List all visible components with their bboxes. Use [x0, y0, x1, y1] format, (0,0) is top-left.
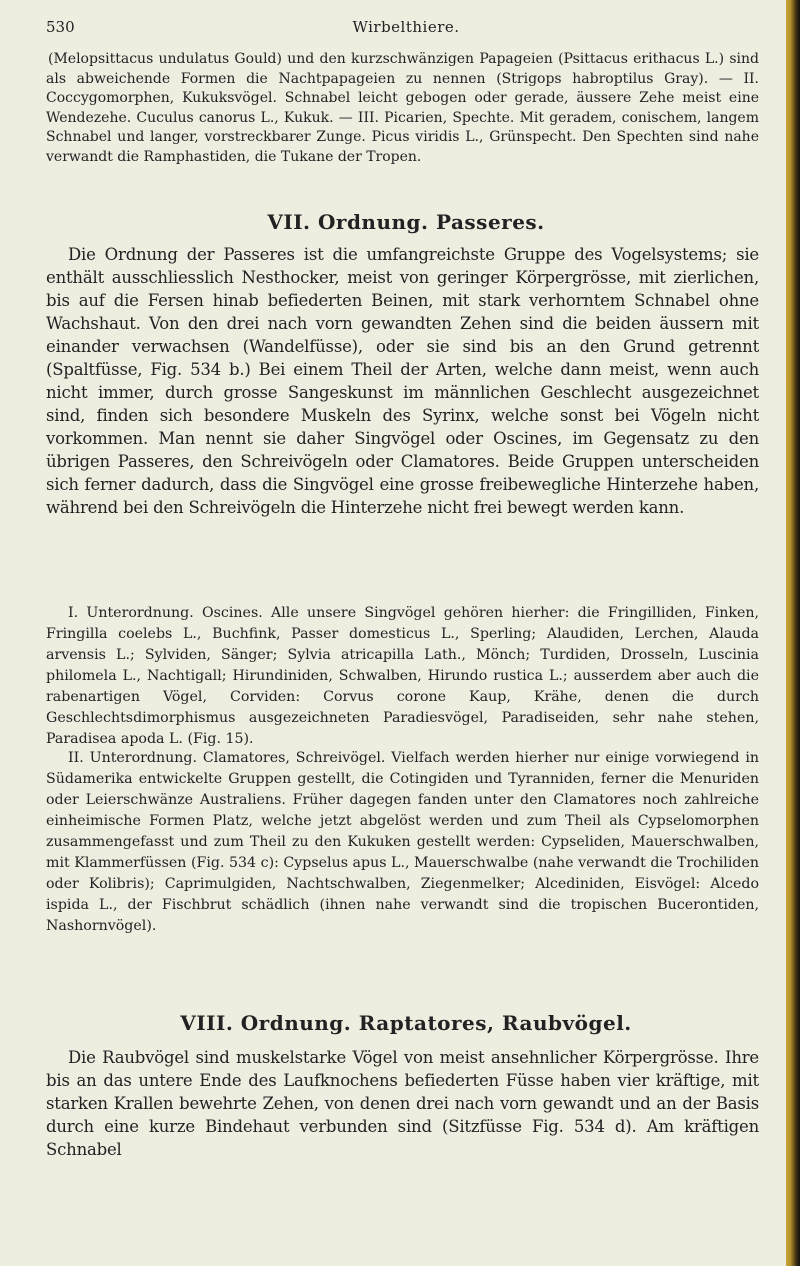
running-title: Wirbelthiere. [352, 18, 460, 36]
page-number: 530 [46, 18, 75, 36]
passeres-paragraph: Die Ordnung der Passeres ist die umfangreichste Gruppe des Vogelsystems; sie enthält ausschliesslich Nesthocker, meist von geringer Körpergrösse, mit zierlichen, bis auf die Fersen hinab befiederten Beinen, mit stark verhorntem Schnabel ohne Wachshaut. Von den drei nach vorn gewandten Zehen sind die beiden äussern mit einander verwachsen (Wandelfüsse), oder sie sind bis an den Grund getrennt (Spaltfüsse, Fig. 534 b.) Bei einem Theil der Arten, welche dann meist, wenn auch nicht immer, durch grosse Sangeskunst im männlichen Geschlecht ausgezeichnet sind, finden sich besondere Muskeln des Syrinx, welche sonst bei Vögeln nicht vorkommen. Man nennt sie daher Singvögel oder Oscines, im Gegensatz zu den übrigen Passeres, den Schreivögeln oder Clamatores. Beide Gruppen unterscheiden sich ferner dadurch, dass die Singvögel eine grosse freibewegliche Hinterzehe haben, während bei den Schreivögeln die Hinterzehe nicht frei bewegt werden kann. [46, 245, 759, 517]
section-heading-passeres: VII. Ordnung. Passeres. [267, 210, 545, 234]
clamatores-paragraph: II. Unterordnung. Clamatores, Schreivögel. Vielfach werden hierher nur einige vorwiegend in Südamerika entwickelte Gruppen gestellt, die Cotingiden und Tyranniden, ferner die Menuriden oder Leierschwänze Australiens. Früher dagegen fanden unter den Clamatores noch zahlreiche einheimische Formen Platz, welche jetzt abgelöst werden und zum Theil als Cypselomorphen zusammengefasst und zum Theil zu den Kukuken gestellt werden: Cypseliden, Mauerschwalben, mit Klammerfüssen (Fig. 534 c): Cypselus apus L., Mauerschwalbe (nahe verwandt die Trochiliden oder Kolibris); Caprimulgiden, Nachtschwalben, Ziegenmelker; Alcediniden, Eisvögel: Alcedo ispida L., der Fischbrut schädlich (ihnen nahe verwandt sind die tropischen Bucerontiden, Nashornvögel). [46, 750, 759, 934]
book-page [46, 0, 766, 1266]
page-header [46, 18, 766, 40]
oscines-paragraph: I. Unterordnung. Oscines. Alle unsere Singvögel gehören hierher: die Fringilliden, Finken, Fringilla coelebs L., Buchfink, Passer domesticus L., Sperling; Alaudiden, Lerchen, Alauda arvensis L.; Sylviden, Sänger; Sylvia atricapilla Lath., Mönch; Turdiden, Drosseln, Luscinia philomela L., Nachtigall; Hirundiniden, Schwalben, Hirundo rustica L.; ausserdem aber auch die rabenartigen Vögel, Corviden: Corvus corone Kaup, Krähe, denen die durch Geschlechtsdimorphismus ausgezeichneten Paradiesvögel, Paradiseiden, sehr nahe stehen, Paradisea apoda L. (Fig. 15). [46, 605, 759, 747]
intro-paragraph: (Melopsittacus undulatus Gould) und den kurzschwänzigen Papageien (Psittacus erithacus L.) sind als abweichende Formen die Nachtpapageien zu nennen (Strigops habroptilus Gray). — II. Coccygomorphen, Kukuksvögel. Schnabel leicht gebogen oder gerade, äussere Zehe meist eine Wendezehe. Cuculus canorus L., Kukuk. — III. Picarien, Spechte. Mit geradem, conischem, langem Schnabel und langer, vorstreckbarer Zunge. Picus viridis L., Grünspecht. Den Spechten sind nahe verwandt die Ramphastiden, die Tukane der Tropen. [46, 51, 759, 165]
section-heading-raptatores: VIII. Ordnung. Raptatores, Raubvögel. [180, 1011, 632, 1035]
raptatores-paragraph: Die Raubvögel sind muskelstarke Vögel von meist ansehnlicher Körpergrösse. Ihre bis an das untere Ende des Laufknochens befiederten Füsse haben vier kräftige, mit starken Krallen bewehrte Zehen, von denen drei nach vorn gewandt und an der Basis durch eine kurze Bindehaut verbunden sind (Sitzfüsse Fig. 534 d). Am kräftigen Schnabel [46, 1048, 759, 1159]
page-edge-binding [786, 0, 800, 1266]
